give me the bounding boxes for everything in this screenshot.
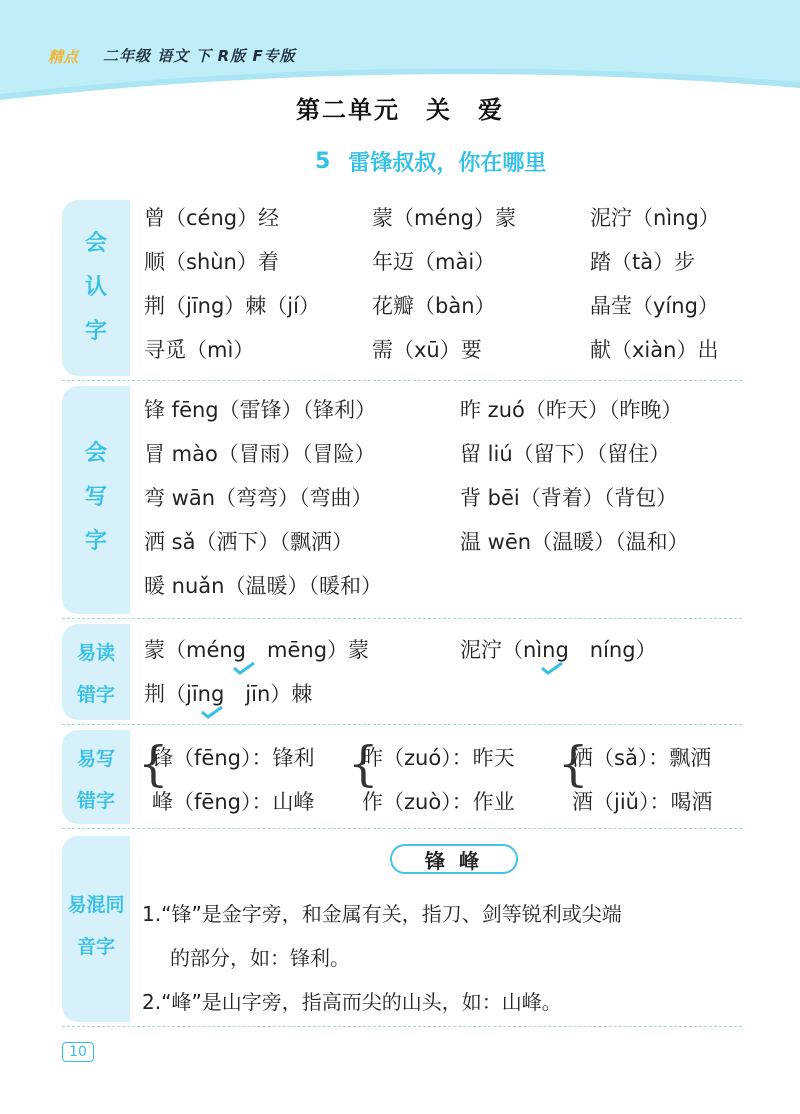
series-label: 二年级 语文 下 R版 F专版 — [103, 47, 296, 65]
lesson-title: 雷锋叔叔，你在哪里 — [348, 150, 547, 176]
word-entry: 泥泞（nìng） — [590, 206, 720, 230]
section-write — [62, 386, 742, 619]
brand-logo: 精点 — [48, 49, 79, 66]
label-char: 字 — [84, 529, 107, 554]
brace-icon: { — [558, 736, 589, 792]
lesson-heading — [315, 146, 546, 176]
word-entry: 踏（tà）步 — [590, 250, 696, 274]
section-recognize — [62, 200, 742, 381]
word-entry: 需（xū）要 — [372, 338, 482, 362]
char-entry: 留 liú（留下）（留住） — [460, 442, 671, 466]
explanation-line: 的部分，如：锋利。 — [170, 946, 350, 970]
char-entry: 锋 fēng（雷锋）（锋利） — [144, 398, 377, 422]
miswrite-entry: 作（zuò）：作业 — [362, 790, 515, 814]
page-header — [0, 0, 800, 100]
label-line: 错字 — [76, 684, 115, 706]
check-mark-icon — [200, 704, 224, 720]
label-line: 易混同 — [67, 894, 125, 916]
label-char: 会 — [84, 231, 107, 256]
word-entry: 晶莹（yíng） — [590, 294, 719, 318]
label-line: 易写 — [76, 748, 115, 770]
word-entry: 曾（céng）经 — [144, 206, 280, 230]
char-entry: 温 wēn（温暖）（温和） — [460, 530, 689, 554]
miswrite-entry: 洒（sǎ）：飘洒 — [572, 746, 712, 770]
brace-icon: { — [138, 736, 169, 792]
label-char: 认 — [84, 275, 107, 300]
section-label — [62, 222, 130, 354]
word-entry: 寻觅（mì） — [144, 338, 255, 362]
label-line: 错字 — [76, 790, 115, 812]
miswrite-entry: 昨（zuó）：昨天 — [362, 746, 515, 770]
label-char: 写 — [84, 485, 107, 510]
label-char: 会 — [84, 441, 107, 466]
char-entry: 洒 sǎ（洒下）（飘洒） — [144, 530, 353, 554]
section-miswrite — [62, 730, 742, 829]
check-mark-icon — [232, 660, 256, 676]
check-mark-icon — [540, 660, 564, 676]
word-entry: 献（xiàn）出 — [590, 338, 719, 362]
section-label — [62, 884, 130, 968]
brace-icon: { — [348, 736, 379, 792]
section-misread — [62, 624, 742, 725]
word-entry: 蒙（méng）蒙 — [372, 206, 517, 230]
section-label — [62, 432, 130, 564]
homophone-title: 锋峰 — [390, 844, 518, 874]
section-homophone — [62, 836, 742, 1027]
miswrite-entry: 锋（fēng）：锋利 — [152, 746, 315, 770]
page-number: 10 — [62, 1042, 94, 1062]
label-line: 易读 — [76, 642, 115, 664]
section-label — [62, 738, 130, 822]
char-entry: 背 bēi（背着）（背包） — [460, 486, 678, 510]
word-entry: 顺（shùn）着 — [144, 250, 279, 274]
word-entry: 荆（jīng）棘（jí） — [144, 294, 320, 318]
label-char: 字 — [84, 319, 107, 344]
misread-entry: 蒙（méng mēng）蒙 — [144, 638, 370, 662]
unit-title: 第二单元 关 爱 — [296, 96, 504, 124]
section-label — [62, 632, 130, 716]
explanation-line: 2.“峰”是山字旁，指高而尖的山头，如：山峰。 — [142, 990, 562, 1014]
label-line: 音字 — [76, 936, 115, 958]
char-entry: 冒 mào（冒雨）（冒险） — [144, 442, 376, 466]
lesson-number: 5 — [315, 148, 331, 174]
char-entry: 弯 wān（弯弯）（弯曲） — [144, 486, 373, 510]
char-entry: 暖 nuǎn（温暖）（暖和） — [144, 574, 382, 598]
word-entry: 花瓣（bàn） — [372, 294, 496, 318]
char-entry: 昨 zuó（昨天）（昨晚） — [460, 398, 683, 422]
explanation-line: 1.“锋”是金字旁，和金属有关，指刀、剑等锐利或尖端 — [142, 902, 622, 926]
misread-entry: 荆（jīng jīn）棘 — [144, 682, 313, 706]
miswrite-entry: 酒（jiǔ）：喝酒 — [572, 790, 713, 814]
misread-entry: 泥泞（nìng níng） — [460, 638, 657, 662]
miswrite-entry: 峰（fēng）：山峰 — [152, 790, 315, 814]
word-entry: 年迈（mài） — [372, 250, 496, 274]
